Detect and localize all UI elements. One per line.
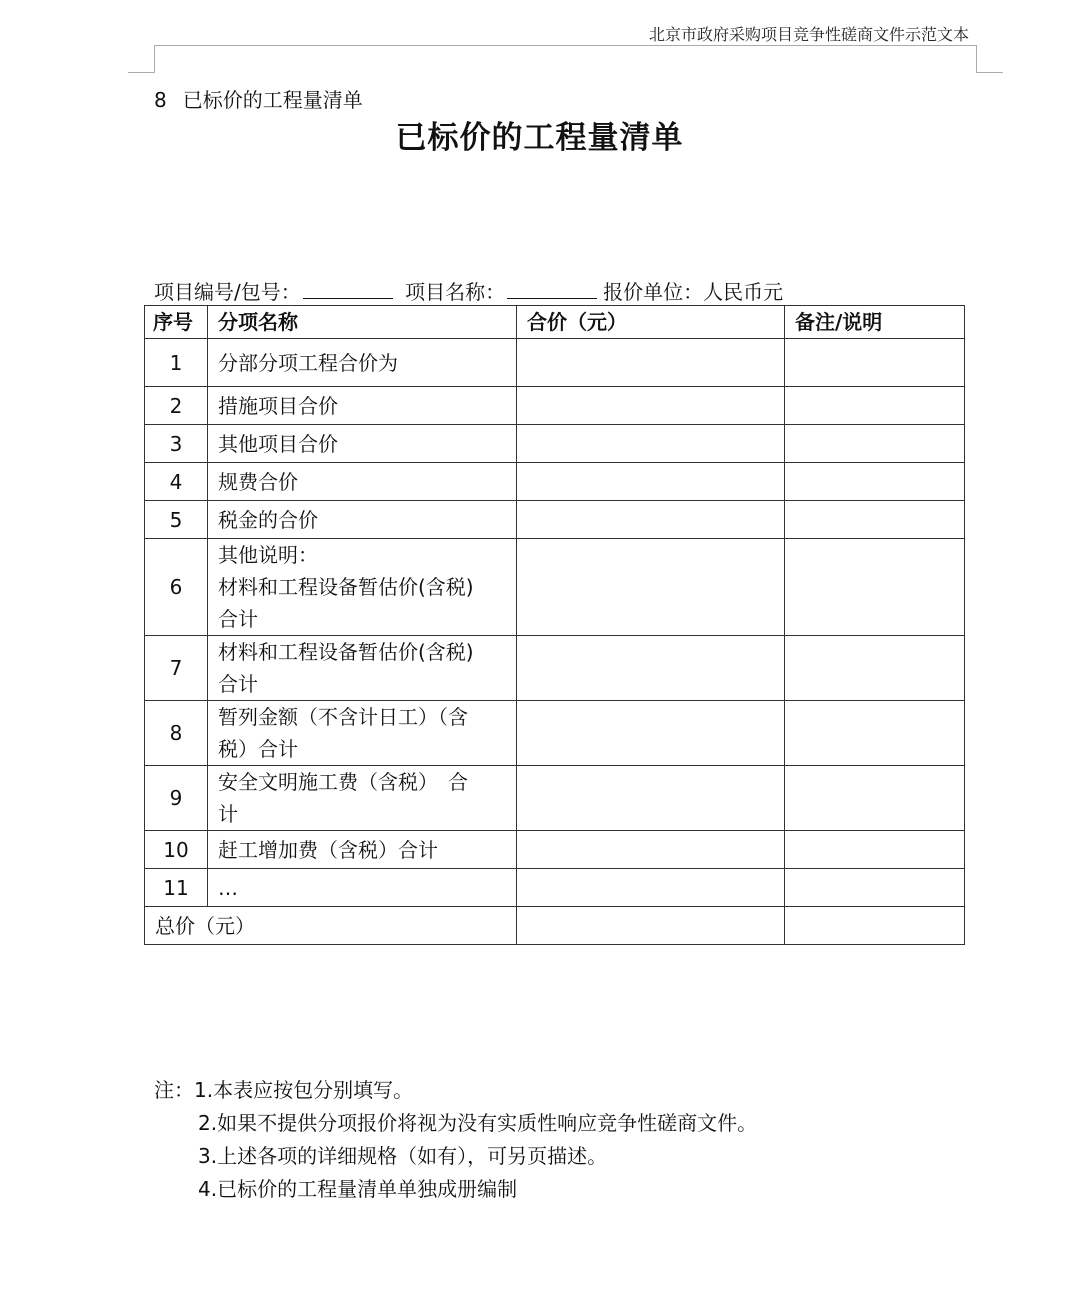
- row-remarks-cell[interactable]: [785, 766, 965, 831]
- table-row: [145, 425, 965, 463]
- row-remarks-cell[interactable]: [785, 339, 965, 387]
- row-amount-cell[interactable]: [517, 463, 785, 501]
- total-label: 总价（元）: [145, 907, 517, 945]
- row-name: 分部分项工程合价为: [208, 339, 517, 387]
- row-seq: 3: [145, 425, 208, 463]
- notes-lead: 注：: [154, 1078, 194, 1102]
- header-corner-right-horizontal: [976, 72, 1003, 73]
- table-row: [145, 636, 965, 701]
- table-row: [145, 766, 965, 831]
- row-name-line: 计: [218, 802, 238, 826]
- row-name: [208, 636, 517, 701]
- row-remarks-cell[interactable]: [785, 701, 965, 766]
- row-name-line: 其他说明：: [218, 543, 318, 567]
- note-item: 2.如果不提供分项报价将视为没有实质性响应竞争性磋商文件。: [198, 1111, 758, 1135]
- row-amount-cell[interactable]: [517, 339, 785, 387]
- row-name-line: 材料和工程设备暂估价(含税): [218, 575, 474, 599]
- table-row: [145, 869, 965, 907]
- row-amount-cell[interactable]: [517, 766, 785, 831]
- row-remarks-cell[interactable]: [785, 636, 965, 701]
- row-seq: 11: [145, 869, 208, 907]
- row-amount-cell[interactable]: [517, 636, 785, 701]
- row-amount-cell[interactable]: [517, 831, 785, 869]
- table-row: [145, 463, 965, 501]
- row-amount-cell[interactable]: [517, 501, 785, 539]
- notes: [154, 1074, 757, 1206]
- page-title: 已标价的工程量清单: [395, 120, 684, 156]
- project-no-label: 项目编号/包号：: [154, 280, 301, 304]
- row-remarks-cell[interactable]: [785, 831, 965, 869]
- table-row: [145, 831, 965, 869]
- total-remarks-cell[interactable]: [785, 907, 965, 945]
- row-name: [208, 701, 517, 766]
- header-remarks: 备注/说明: [785, 306, 965, 339]
- row-amount-cell[interactable]: [517, 701, 785, 766]
- note-item: 1.本表应按包分别填写。: [194, 1078, 414, 1102]
- row-name-line: 材料和工程设备暂估价(含税): [218, 640, 474, 664]
- row-name-line: 合计: [218, 672, 258, 696]
- meta-line: [154, 276, 783, 305]
- row-name: [208, 539, 517, 636]
- row-name: …: [208, 869, 517, 907]
- row-name-line: 安全文明施工费（含税） 合: [218, 770, 468, 794]
- project-no-blank: [303, 278, 393, 299]
- table-row: [145, 701, 965, 766]
- note-item: 4.已标价的工程量清单单独成册编制: [198, 1177, 518, 1201]
- table-row: [145, 539, 965, 636]
- row-seq: 4: [145, 463, 208, 501]
- section-title: 已标价的工程量清单: [182, 88, 363, 112]
- row-remarks-cell[interactable]: [785, 463, 965, 501]
- table-total-row: [145, 907, 965, 945]
- row-remarks-cell[interactable]: [785, 501, 965, 539]
- header-item-name: 分项名称: [208, 306, 517, 339]
- row-name: 税金的合价: [208, 501, 517, 539]
- header-corner-left-horizontal: [128, 72, 155, 73]
- row-seq: 10: [145, 831, 208, 869]
- row-name-line: 暂列金额（不含计日工）（含: [218, 705, 468, 729]
- row-seq: 1: [145, 339, 208, 387]
- row-name: 其他项目合价: [208, 425, 517, 463]
- row-seq: 7: [145, 636, 208, 701]
- row-seq: 8: [145, 701, 208, 766]
- total-amount-cell[interactable]: [517, 907, 785, 945]
- table-header-row: [145, 306, 965, 339]
- row-name-line: 合计: [218, 607, 258, 631]
- row-seq: 9: [145, 766, 208, 831]
- table-row: [145, 387, 965, 425]
- header-seq: 序号: [145, 306, 208, 339]
- header-amount: 合价（元）: [517, 306, 785, 339]
- project-name-label: 项目名称：: [405, 280, 506, 304]
- row-name: 措施项目合价: [208, 387, 517, 425]
- row-remarks-cell[interactable]: [785, 387, 965, 425]
- table-row: [145, 501, 965, 539]
- row-seq: 5: [145, 501, 208, 539]
- project-name-blank: [507, 278, 597, 299]
- row-name: 规费合价: [208, 463, 517, 501]
- row-amount-cell[interactable]: [517, 387, 785, 425]
- row-seq: 2: [145, 387, 208, 425]
- boq-table: [144, 305, 965, 945]
- row-name: [208, 766, 517, 831]
- section-number: 8: [154, 88, 167, 112]
- header-corner-left-vertical: [154, 45, 155, 72]
- running-header: 北京市政府采购项目竞争性磋商文件示范文本: [648, 25, 969, 44]
- row-remarks-cell[interactable]: [785, 539, 965, 636]
- header-corner-right-vertical: [976, 45, 977, 72]
- note-item: 3.上述各项的详细规格（如有），可另页描述。: [198, 1144, 608, 1168]
- row-amount-cell[interactable]: [517, 869, 785, 907]
- row-seq: 6: [145, 539, 208, 636]
- unit-label: 报价单位：人民币元: [603, 280, 784, 304]
- row-name-line: 税）合计: [218, 737, 298, 761]
- row-name: 赶工增加费（含税）合计: [208, 831, 517, 869]
- table-row: [145, 339, 965, 387]
- row-remarks-cell[interactable]: [785, 869, 965, 907]
- section-heading: [154, 84, 363, 113]
- row-amount-cell[interactable]: [517, 539, 785, 636]
- row-amount-cell[interactable]: [517, 425, 785, 463]
- row-remarks-cell[interactable]: [785, 425, 965, 463]
- header-rule: [154, 45, 976, 46]
- note-line: [154, 1074, 757, 1107]
